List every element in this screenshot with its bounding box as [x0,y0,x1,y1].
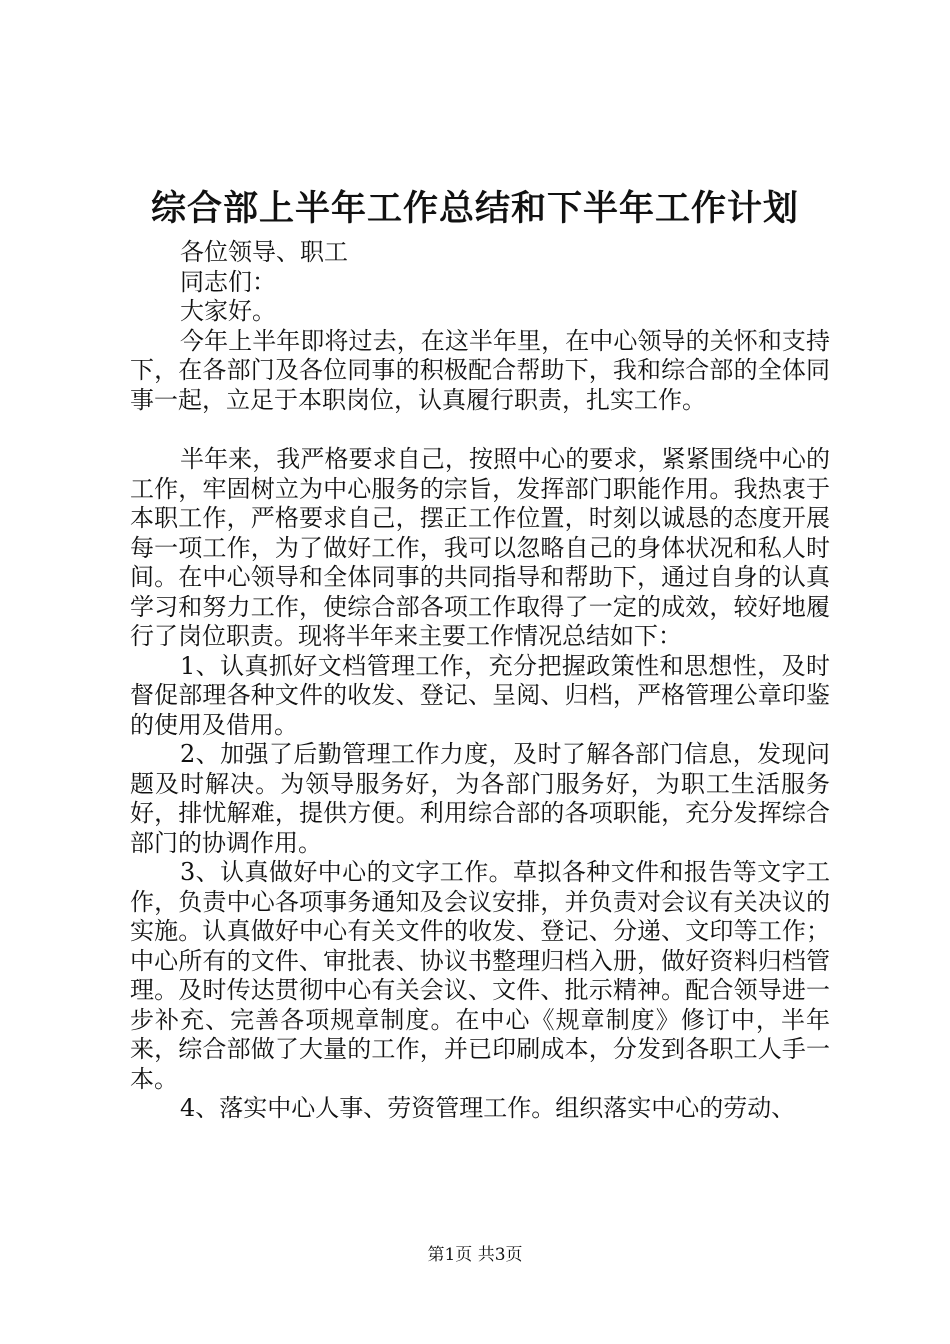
item-paragraph-4: 4、落实中心人事、劳资管理工作。组织落实中心的劳动、 [180,1094,796,1122]
salutation-line-2: 同志们： [180,267,276,296]
document-title: 综合部上半年工作总结和下半年工作计划 [150,188,799,229]
greeting-line: 大家好。 [180,297,276,325]
item-paragraph-3: 3、认真做好中心的文字工作。草拟各种文件和报告等文字工作，负责中心各项事务通知及会议安排，并负责对会议有关决议的实施。认真做好中心有关文件的收发、登记、分递、文印等工作；中心所有的文件、审批表、协议书整理归档入册，做好资料归档管理。及时传达贯彻中心有关会议、文件、批示精神。配合领导进一步补充、完善各项规章制度。在中心《规章制度》修订中，半年来，综合部做了大量的工作，并已印刷成本，分发到各职工人手一本。 [130,858,830,1093]
intro-paragraph: 今年上半年即将过去，在这半年里，在中心领导的关怀和支持下，在各部门及各位同事的积极配合帮助下，我和综合部的全体同事一起，立足于本职岗位，认真履行职责，扎实工作。 [130,326,830,414]
item-paragraph-2: 2、加强了后勤管理工作力度，及时了解各部门信息，发现问题及时解决。为领导服务好，为各部门服务好，为职工生活服务好，排忧解难，提供方便。利用综合部的各项职能，充分发挥综合部门的协调作用。 [130,740,830,857]
item-paragraph-1: 1、认真抓好文档管理工作，充分把握政策性和思想性，及时督促部理各种文件的收发、登记、呈阅、归档，严格管理公章印鉴的使用及借用。 [130,651,830,739]
salutation-line-1: 各位领导、职工 [180,238,348,266]
summary-paragraph: 半年来，我严格要求自己，按照中心的要求，紧紧围绕中心的工作，牢固树立为中心服务的宗旨，发挥部门职能作用。我热衷于本职工作，严格要求自己，摆正工作位置，时刻以诚恳的态度开展每一项工作，为了做好工作，我可以忽略自己的身体状况和私人时间。在中心领导和全体同事的共同指导和帮助下，通过自身的认真学习和努力工作，使综合部各项工作取得了一定的成效，较好地履行了岗位职责。现将半年来主要工作情况总结如下： [130,445,830,650]
document-body [130,238,830,1124]
page-footer: 第1页 共3页 [427,1245,523,1265]
